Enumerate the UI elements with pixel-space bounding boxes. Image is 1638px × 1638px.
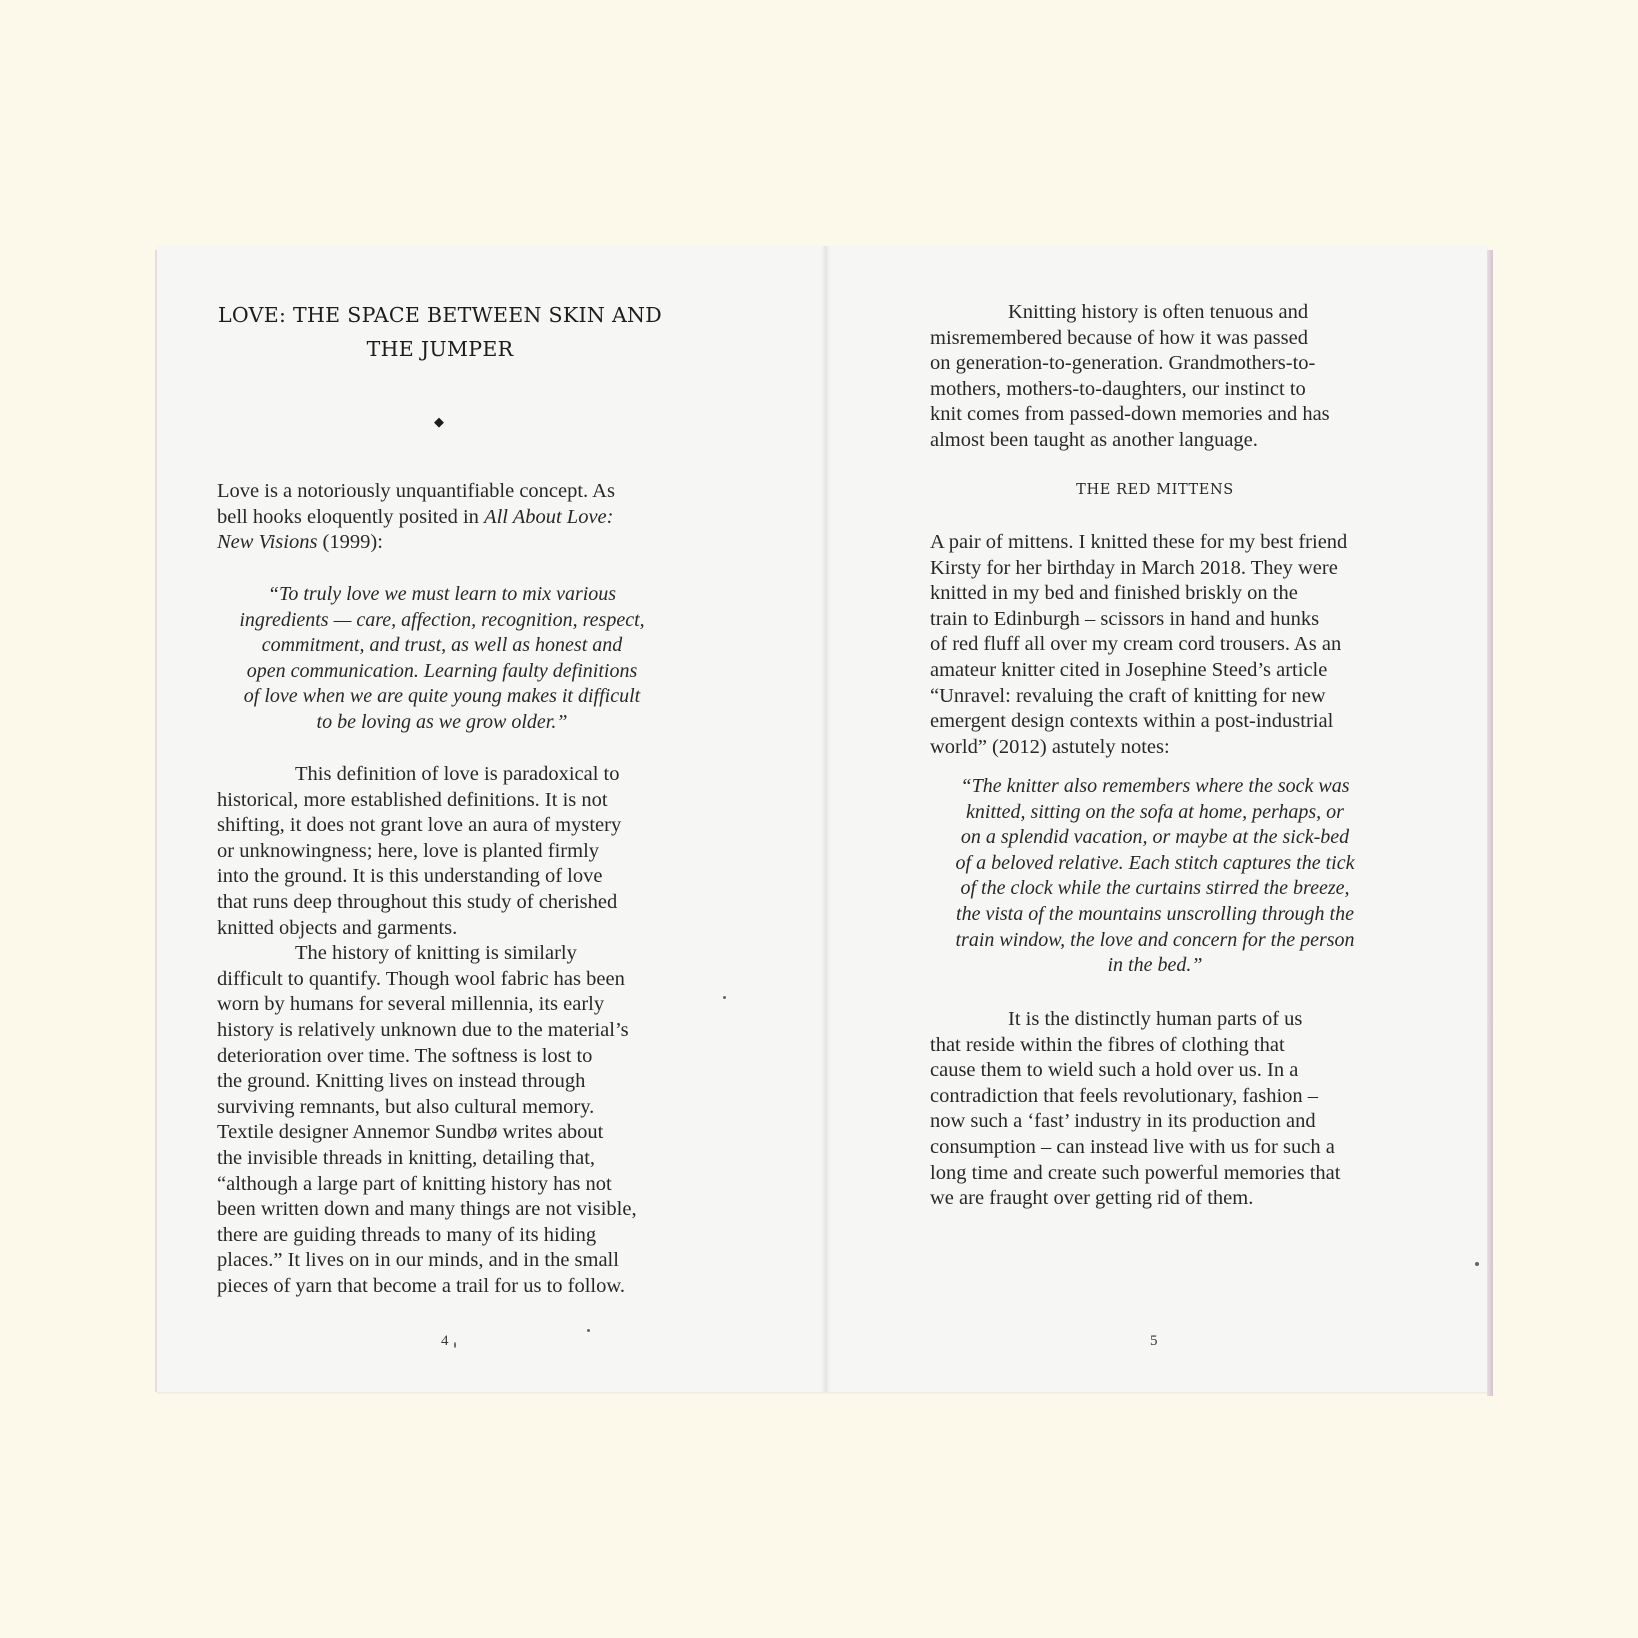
text-line: into the ground. It is this understanding of love (217, 865, 603, 888)
text-line: of red fluff all over my cream cord trousers. As an (930, 633, 1342, 656)
paper-speck (1475, 1262, 1479, 1266)
text-line: consumption – can instead live with us for such a (930, 1135, 1335, 1158)
text-line: worn by humans for several millennia, its early (217, 993, 605, 1016)
chapter-title (215, 298, 665, 366)
quote-line: “The knitter also remembers where the sock was (960, 775, 1350, 797)
block-quote (217, 582, 667, 736)
text-line: It is the distinctly human parts of us (1008, 1008, 1303, 1030)
book-title: New Visions (217, 531, 318, 554)
text-line: on generation-to-generation. Grandmothers-to- (930, 352, 1316, 375)
quote-line: of the clock while the curtains stirred the breeze, (960, 877, 1350, 900)
quote-line: commitment, and trust, as well as honest and (261, 634, 623, 657)
quote-line: train window, the love and concern for the person (955, 928, 1355, 951)
quote-line: open communication. Learning faulty definitions (246, 659, 638, 682)
right-page (831, 246, 1487, 1392)
text-line: surviving remnants, but also cultural memory. (217, 1095, 595, 1118)
paragraph-red-mittens (930, 530, 1410, 760)
text-line: we are fraught over getting rid of them. (930, 1187, 1254, 1210)
text-line: historical, more established definitions. It is not (217, 788, 608, 811)
text-fragment: bell hooks eloquently posited in (217, 505, 485, 528)
quote-line: to be loving as we grow older.” (316, 710, 568, 733)
text-line: almost been taught as another language. (930, 428, 1258, 451)
text-line: or unknowingness; here, love is planted firmly (217, 839, 600, 862)
text-line: deterioration over time. The softness is lost to (217, 1044, 593, 1067)
quote-line: on a splendid vacation, or maybe at the sick-bed (960, 826, 1350, 849)
text-line: that reside within the fibres of clothing that (930, 1033, 1285, 1056)
text-line (217, 530, 687, 556)
text-line: knitted in my bed and finished briskly on the (930, 582, 1298, 605)
paragraph-knitting-history (930, 300, 1400, 454)
book-spread (157, 246, 1487, 1392)
text-line: been written down and many things are not visible, (217, 1198, 637, 1221)
page-number: 4 (441, 1333, 449, 1349)
intro-paragraph (217, 479, 687, 556)
text-line: cause them to wield such a hold over us. In a (930, 1059, 1299, 1082)
text-line: knit comes from passed-down memories and has (930, 403, 1330, 426)
text-line: places.” It lives on in our minds, and in the small (217, 1249, 619, 1272)
text-line: history is relatively unknown due to the material’s (217, 1018, 629, 1041)
quote-line: of a beloved relative. Each stitch captures the tick (955, 851, 1355, 874)
text-line: amateur knitter cited in Josephine Steed’s article (930, 658, 1328, 681)
text-line (217, 505, 687, 531)
text-line: misremembered because of how it was passed (930, 326, 1308, 349)
text-line: The history of knitting is similarly (295, 942, 577, 965)
chapter-title-line: THE JUMPER (366, 337, 514, 361)
block-quote (930, 774, 1380, 979)
text-line: “Unravel: revaluing the craft of knitting for new (930, 684, 1326, 707)
page-number: 5 (1150, 1333, 1158, 1349)
text-line: that runs deep throughout this study of cherished (217, 890, 618, 913)
text-line: pieces of yarn that become a trail for us to follow. (217, 1274, 625, 1297)
text-line: Knitting history is often tenuous and (1008, 301, 1309, 323)
text-line: shifting, it does not grant love an aura of mystery (217, 814, 622, 837)
paragraph-definition (217, 762, 697, 1299)
quote-line: ingredients — care, affection, recognition, respect, (239, 608, 645, 631)
quote-line: knitted, sitting on the sofa at home, perhaps, or (966, 800, 1344, 823)
text-line: contradiction that feels revolutionary, fashion – (930, 1084, 1319, 1107)
text-line: there are guiding threads to many of its hiding (217, 1223, 597, 1246)
paper-speck (723, 996, 726, 999)
text-line: “although a large part of knitting history has not (217, 1172, 612, 1195)
text-line: mothers, mothers-to-daughters, our instinct to (930, 377, 1306, 400)
book-title: All About Love: (484, 505, 614, 528)
text-line: long time and create such powerful memories that (930, 1161, 1341, 1184)
section-subheading: THE RED MITTENS (1076, 482, 1234, 498)
paper-speck (454, 1342, 456, 1348)
text-line: train to Edinburgh – scissors in hand and hunks (930, 607, 1320, 630)
text-fragment: (1999): (317, 531, 383, 554)
text-line: Textile designer Annemor Sundbø writes about (217, 1121, 604, 1144)
text-line: This definition of love is paradoxical to (295, 763, 620, 785)
text-line: now such a ‘fast’ industry in its production and (930, 1110, 1316, 1133)
left-page (157, 246, 821, 1392)
chapter-title-line: LOVE: THE SPACE BETWEEN SKIN AND (217, 303, 663, 327)
quote-line: the vista of the mountains unscrolling through the (956, 902, 1354, 925)
text-line: world” (2012) astutely notes: (930, 735, 1170, 758)
paper-speck (587, 1329, 590, 1332)
text-line: emergent design contexts within a post-industrial (930, 710, 1334, 733)
quote-line: of love when we are quite young makes it difficult (243, 685, 641, 708)
quote-line: in the bed.” (1107, 954, 1203, 977)
book-gutter (821, 246, 831, 1392)
text-line: Love is a notoriously unquantifiable concept. As (217, 480, 615, 502)
text-line: the invisible threads in knitting, detailing that, (217, 1146, 596, 1169)
quote-line: “To truly love we must learn to mix various (267, 583, 617, 605)
text-line: knitted objects and garments. (217, 916, 458, 939)
text-line: A pair of mittens. I knitted these for my best friend (930, 531, 1348, 553)
text-line: Kirsty for her birthday in March 2018. They were (930, 556, 1338, 579)
page-edge-right (1487, 250, 1493, 1396)
text-line: the ground. Knitting lives on instead through (217, 1070, 586, 1093)
diamond-ornament-icon: ◆ (434, 415, 444, 430)
text-line: difficult to quantify. Though wool fabric has been (217, 967, 625, 990)
paragraph-human-parts (930, 1007, 1410, 1212)
